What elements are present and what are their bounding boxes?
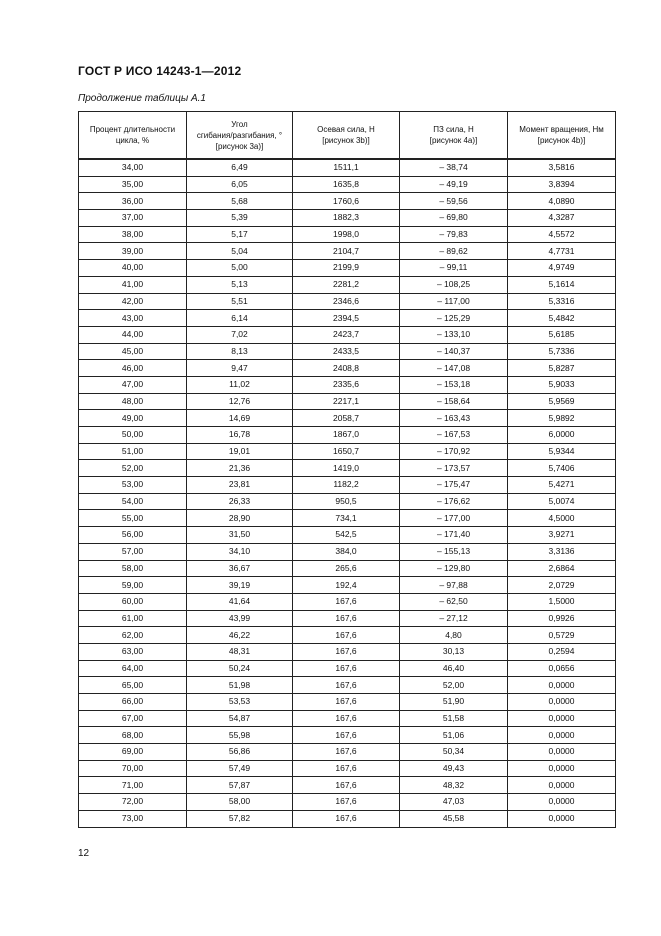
table-cell: 62,00 bbox=[79, 627, 187, 644]
table-cell: 34,00 bbox=[79, 159, 187, 176]
table-cell: 3,9271 bbox=[508, 527, 616, 544]
table-cell: 58,00 bbox=[187, 794, 293, 811]
table-cell: 57,00 bbox=[79, 543, 187, 560]
table-cell: 63,00 bbox=[79, 643, 187, 660]
table-cell: – 175,47 bbox=[400, 477, 508, 494]
table-row bbox=[79, 326, 616, 343]
table-row bbox=[79, 410, 616, 427]
table-cell: – 97,88 bbox=[400, 577, 508, 594]
table-cell: 40,00 bbox=[79, 260, 187, 277]
table-cell: 35,00 bbox=[79, 176, 187, 193]
table-cell: 61,00 bbox=[79, 610, 187, 627]
table-cell: – 177,00 bbox=[400, 510, 508, 527]
data-table bbox=[78, 111, 616, 828]
table-cell: 5,7336 bbox=[508, 343, 616, 360]
table-cell: 167,6 bbox=[293, 727, 400, 744]
table-cell: 48,32 bbox=[400, 777, 508, 794]
table-row bbox=[79, 493, 616, 510]
table-row bbox=[79, 376, 616, 393]
table-cell: 167,6 bbox=[293, 643, 400, 660]
table-cell: 167,6 bbox=[293, 660, 400, 677]
table-cell: 2394,5 bbox=[293, 310, 400, 327]
table-cell: 50,34 bbox=[400, 744, 508, 761]
table-cell: 43,00 bbox=[79, 310, 187, 327]
table-cell: – 69,80 bbox=[400, 210, 508, 227]
table-cell: 5,39 bbox=[187, 210, 293, 227]
table-body bbox=[79, 159, 616, 827]
table-cell: 0,0656 bbox=[508, 660, 616, 677]
table-cell: – 171,40 bbox=[400, 527, 508, 544]
table-cell: – 158,64 bbox=[400, 393, 508, 410]
table-cell: 48,31 bbox=[187, 643, 293, 660]
table-cell: 1635,8 bbox=[293, 176, 400, 193]
table-cell: 50,00 bbox=[79, 427, 187, 444]
table-cell: 67,00 bbox=[79, 710, 187, 727]
table-row bbox=[79, 660, 616, 677]
table-cell: – 59,56 bbox=[400, 193, 508, 210]
table-cell: 3,8394 bbox=[508, 176, 616, 193]
table-cell: 5,0074 bbox=[508, 493, 616, 510]
table-cell: 5,9892 bbox=[508, 410, 616, 427]
table-cell: 5,3316 bbox=[508, 293, 616, 310]
table-cell: 192,4 bbox=[293, 577, 400, 594]
table-cell: 4,80 bbox=[400, 627, 508, 644]
table-cell: 1760,6 bbox=[293, 193, 400, 210]
table-cell: 58,00 bbox=[79, 560, 187, 577]
table-cell: 8,13 bbox=[187, 343, 293, 360]
table-cell: 46,40 bbox=[400, 660, 508, 677]
table-cell: 46,00 bbox=[79, 360, 187, 377]
table-cell: – 89,62 bbox=[400, 243, 508, 260]
table-cell: 167,6 bbox=[293, 677, 400, 694]
table-cell: 36,00 bbox=[79, 193, 187, 210]
table-cell: 1182,2 bbox=[293, 477, 400, 494]
column-header-line: Угол bbox=[231, 119, 248, 129]
table-row bbox=[79, 694, 616, 711]
table-cell: 1419,0 bbox=[293, 460, 400, 477]
table-row bbox=[79, 627, 616, 644]
table-row bbox=[79, 477, 616, 494]
column-header-line: ПЗ сила, Н bbox=[433, 125, 474, 134]
table-cell: – 79,83 bbox=[400, 226, 508, 243]
table-cell: 0,0000 bbox=[508, 794, 616, 811]
column-header-axial-force bbox=[293, 112, 400, 160]
table-cell: – 38,74 bbox=[400, 159, 508, 176]
table-row bbox=[79, 593, 616, 610]
table-cell: 38,00 bbox=[79, 226, 187, 243]
table-cell: 1,5000 bbox=[508, 593, 616, 610]
table-cell: – 140,37 bbox=[400, 343, 508, 360]
table-row bbox=[79, 460, 616, 477]
table-cell: 73,00 bbox=[79, 810, 187, 827]
table-cell: 6,14 bbox=[187, 310, 293, 327]
table-cell: 54,87 bbox=[187, 710, 293, 727]
table-cell: 167,6 bbox=[293, 694, 400, 711]
column-header-line: сгибания/разгибания, ° bbox=[196, 130, 283, 140]
table-cell: 46,22 bbox=[187, 627, 293, 644]
table-cell: 14,69 bbox=[187, 410, 293, 427]
column-header-torque bbox=[508, 112, 616, 160]
table-cell: 167,6 bbox=[293, 794, 400, 811]
table-cell: 71,00 bbox=[79, 777, 187, 794]
table-cell: 2433,5 bbox=[293, 343, 400, 360]
table-cell: 2104,7 bbox=[293, 243, 400, 260]
table-cell: 0,0000 bbox=[508, 677, 616, 694]
table-cell: 5,4842 bbox=[508, 310, 616, 327]
table-row bbox=[79, 260, 616, 277]
table-cell: 55,00 bbox=[79, 510, 187, 527]
table-row bbox=[79, 643, 616, 660]
table-cell: 0,0000 bbox=[508, 810, 616, 827]
table-row bbox=[79, 710, 616, 727]
table-cell: 51,90 bbox=[400, 694, 508, 711]
table-row bbox=[79, 760, 616, 777]
table-cell: 51,06 bbox=[400, 727, 508, 744]
table-row bbox=[79, 677, 616, 694]
column-header-line: Процент длительности bbox=[89, 125, 176, 134]
table-cell: 30,13 bbox=[400, 643, 508, 660]
table-cell: – 133,10 bbox=[400, 326, 508, 343]
table-cell: 2058,7 bbox=[293, 410, 400, 427]
table-cell: – 117,00 bbox=[400, 293, 508, 310]
table-cell: 5,9344 bbox=[508, 443, 616, 460]
table-row bbox=[79, 560, 616, 577]
table-cell: – 153,18 bbox=[400, 376, 508, 393]
table-cell: 23,81 bbox=[187, 477, 293, 494]
table-cell: 52,00 bbox=[79, 460, 187, 477]
table-cell: 37,00 bbox=[79, 210, 187, 227]
column-header-line: [рисунок 3a)] bbox=[215, 141, 264, 151]
table-row bbox=[79, 360, 616, 377]
table-cell: 60,00 bbox=[79, 593, 187, 610]
table-row bbox=[79, 543, 616, 560]
table-cell: 28,90 bbox=[187, 510, 293, 527]
table-cell: 51,58 bbox=[400, 710, 508, 727]
table-cell: 167,6 bbox=[293, 593, 400, 610]
table-cell: 53,53 bbox=[187, 694, 293, 711]
table-row bbox=[79, 527, 616, 544]
table-cell: 34,10 bbox=[187, 543, 293, 560]
column-header-line: [рисунок 4b)] bbox=[537, 136, 586, 145]
table-cell: 68,00 bbox=[79, 727, 187, 744]
table-cell: 2408,8 bbox=[293, 360, 400, 377]
table-row bbox=[79, 510, 616, 527]
column-header-ap-force bbox=[400, 112, 508, 160]
table-cell: 167,6 bbox=[293, 710, 400, 727]
table-cell: 5,51 bbox=[187, 293, 293, 310]
table-cell: 26,33 bbox=[187, 493, 293, 510]
table-cell: 4,7731 bbox=[508, 243, 616, 260]
table-cell: 65,00 bbox=[79, 677, 187, 694]
table-cell: 45,58 bbox=[400, 810, 508, 827]
table-cell: 49,00 bbox=[79, 410, 187, 427]
table-cell: 57,49 bbox=[187, 760, 293, 777]
table-cell: 384,0 bbox=[293, 543, 400, 560]
table-cell: 56,86 bbox=[187, 744, 293, 761]
table-row bbox=[79, 276, 616, 293]
table-cell: – 125,29 bbox=[400, 310, 508, 327]
table-cell: 4,0890 bbox=[508, 193, 616, 210]
table-cell: – 167,53 bbox=[400, 427, 508, 444]
table-cell: 4,9749 bbox=[508, 260, 616, 277]
table-cell: 3,3136 bbox=[508, 543, 616, 560]
table-cell: 1650,7 bbox=[293, 443, 400, 460]
table-cell: 1511,1 bbox=[293, 159, 400, 176]
table-cell: 39,19 bbox=[187, 577, 293, 594]
table-cell: 5,00 bbox=[187, 260, 293, 277]
table-cell: 0,2594 bbox=[508, 643, 616, 660]
table-cell: 51,98 bbox=[187, 677, 293, 694]
table-cell: 542,5 bbox=[293, 527, 400, 544]
table-cell: 1867,0 bbox=[293, 427, 400, 444]
table-row bbox=[79, 744, 616, 761]
table-row bbox=[79, 427, 616, 444]
table-cell: 2,6864 bbox=[508, 560, 616, 577]
table-cell: 42,00 bbox=[79, 293, 187, 310]
table-cell: 5,1614 bbox=[508, 276, 616, 293]
table-cell: – 27,12 bbox=[400, 610, 508, 627]
table-cell: 2199,9 bbox=[293, 260, 400, 277]
document-header: ГОСТ Р ИСО 14243-1—2012 bbox=[78, 64, 242, 78]
table-cell: 57,82 bbox=[187, 810, 293, 827]
table-cell: 54,00 bbox=[79, 493, 187, 510]
table-cell: 66,00 bbox=[79, 694, 187, 711]
table-cell: 4,5000 bbox=[508, 510, 616, 527]
table-cell: – 129,80 bbox=[400, 560, 508, 577]
table-cell: – 176,62 bbox=[400, 493, 508, 510]
table-cell: 4,3287 bbox=[508, 210, 616, 227]
table-cell: 41,64 bbox=[187, 593, 293, 610]
table-cell: 167,6 bbox=[293, 744, 400, 761]
table-cell: 50,24 bbox=[187, 660, 293, 677]
table-cell: 5,7406 bbox=[508, 460, 616, 477]
column-header-line: Осевая сила, Н bbox=[317, 125, 375, 134]
table-row bbox=[79, 794, 616, 811]
table-cell: 55,98 bbox=[187, 727, 293, 744]
table-cell: 167,6 bbox=[293, 610, 400, 627]
column-header-line: Момент вращения, Нм bbox=[519, 125, 604, 134]
table-cell: 0,0000 bbox=[508, 777, 616, 794]
table-cell: 36,67 bbox=[187, 560, 293, 577]
table-cell: 45,00 bbox=[79, 343, 187, 360]
page-number: 12 bbox=[78, 848, 90, 859]
table-row bbox=[79, 310, 616, 327]
column-header-line: цикла, % bbox=[115, 136, 150, 145]
table-cell: 1998,0 bbox=[293, 226, 400, 243]
table-cell: 31,50 bbox=[187, 527, 293, 544]
column-header-line: [рисунок 4a)] bbox=[429, 136, 478, 145]
table-cell: 167,6 bbox=[293, 627, 400, 644]
table-header-row bbox=[79, 112, 616, 160]
table-cell: 47,00 bbox=[79, 376, 187, 393]
table-cell: 3,5816 bbox=[508, 159, 616, 176]
table-cell: 47,03 bbox=[400, 794, 508, 811]
table-cell: 39,00 bbox=[79, 243, 187, 260]
table-cell: 69,00 bbox=[79, 744, 187, 761]
table-cell: 5,13 bbox=[187, 276, 293, 293]
table-cell: 56,00 bbox=[79, 527, 187, 544]
table-cell: 59,00 bbox=[79, 577, 187, 594]
table-cell: 16,78 bbox=[187, 427, 293, 444]
table-cell: 52,00 bbox=[400, 677, 508, 694]
table-cell: 44,00 bbox=[79, 326, 187, 343]
table-cell: 12,76 bbox=[187, 393, 293, 410]
table-cell: 5,9569 bbox=[508, 393, 616, 410]
table-cell: 49,43 bbox=[400, 760, 508, 777]
table-cell: 5,9033 bbox=[508, 376, 616, 393]
table-cell: 6,05 bbox=[187, 176, 293, 193]
table-cell: 5,04 bbox=[187, 243, 293, 260]
table-row bbox=[79, 343, 616, 360]
table-cell: 0,0000 bbox=[508, 694, 616, 711]
table-cell: 167,6 bbox=[293, 810, 400, 827]
table-cell: – 173,57 bbox=[400, 460, 508, 477]
table-cell: 53,00 bbox=[79, 477, 187, 494]
column-header-flexion-angle bbox=[187, 112, 293, 160]
table-cell: 19,01 bbox=[187, 443, 293, 460]
table-cell: 0,0000 bbox=[508, 727, 616, 744]
table-cell: 6,49 bbox=[187, 159, 293, 176]
table-cell: – 108,25 bbox=[400, 276, 508, 293]
table-cell: 2346,6 bbox=[293, 293, 400, 310]
table-cell: 0,0000 bbox=[508, 744, 616, 761]
table-cell: 70,00 bbox=[79, 760, 187, 777]
table-cell: 5,68 bbox=[187, 193, 293, 210]
table-cell: 5,4271 bbox=[508, 477, 616, 494]
table-cell: 2281,2 bbox=[293, 276, 400, 293]
table-cell: 51,00 bbox=[79, 443, 187, 460]
table-cell: – 99,11 bbox=[400, 260, 508, 277]
table-cell: 167,6 bbox=[293, 760, 400, 777]
column-header-cycle-percent bbox=[79, 112, 187, 160]
table-cell: 0,9926 bbox=[508, 610, 616, 627]
table-row bbox=[79, 443, 616, 460]
table-cell: 950,5 bbox=[293, 493, 400, 510]
table-cell: 265,6 bbox=[293, 560, 400, 577]
table-cell: 0,0000 bbox=[508, 710, 616, 727]
table-row bbox=[79, 810, 616, 827]
table-cell: 2217,1 bbox=[293, 393, 400, 410]
table-cell: 1882,3 bbox=[293, 210, 400, 227]
table-cell: – 155,13 bbox=[400, 543, 508, 560]
table-row bbox=[79, 176, 616, 193]
table-row bbox=[79, 210, 616, 227]
table-cell: 5,6185 bbox=[508, 326, 616, 343]
table-cell: 2335,6 bbox=[293, 376, 400, 393]
column-header-line: [рисунок 3b)] bbox=[322, 136, 370, 145]
table-row bbox=[79, 193, 616, 210]
table-row bbox=[79, 243, 616, 260]
table-cell: 48,00 bbox=[79, 393, 187, 410]
table-cell: 0,5729 bbox=[508, 627, 616, 644]
table-cell: – 170,92 bbox=[400, 443, 508, 460]
table-cell: 2,0729 bbox=[508, 577, 616, 594]
table-cell: 41,00 bbox=[79, 276, 187, 293]
table-cell: 7,02 bbox=[187, 326, 293, 343]
table-row bbox=[79, 226, 616, 243]
table-cell: 11,02 bbox=[187, 376, 293, 393]
table-cell: 57,87 bbox=[187, 777, 293, 794]
table-cell: 6,0000 bbox=[508, 427, 616, 444]
table-cell: 4,5572 bbox=[508, 226, 616, 243]
table-row bbox=[79, 777, 616, 794]
table-cell: 5,8287 bbox=[508, 360, 616, 377]
table-cell: 21,36 bbox=[187, 460, 293, 477]
table-cell: 9,47 bbox=[187, 360, 293, 377]
table-cell: 2423,7 bbox=[293, 326, 400, 343]
table-row bbox=[79, 610, 616, 627]
table-row bbox=[79, 393, 616, 410]
table-row bbox=[79, 727, 616, 744]
table-row bbox=[79, 577, 616, 594]
table-cell: – 49,19 bbox=[400, 176, 508, 193]
table-caption: Продолжение таблицы А.1 bbox=[78, 93, 206, 104]
table-cell: – 62,50 bbox=[400, 593, 508, 610]
table-cell: 5,17 bbox=[187, 226, 293, 243]
table-cell: 72,00 bbox=[79, 794, 187, 811]
table-cell: 0,0000 bbox=[508, 760, 616, 777]
table-cell: – 147,08 bbox=[400, 360, 508, 377]
table-cell: 64,00 bbox=[79, 660, 187, 677]
table-row bbox=[79, 159, 616, 176]
table-cell: 43,99 bbox=[187, 610, 293, 627]
table-cell: 167,6 bbox=[293, 777, 400, 794]
table-cell: – 163,43 bbox=[400, 410, 508, 427]
table-cell: 734,1 bbox=[293, 510, 400, 527]
table-row bbox=[79, 293, 616, 310]
